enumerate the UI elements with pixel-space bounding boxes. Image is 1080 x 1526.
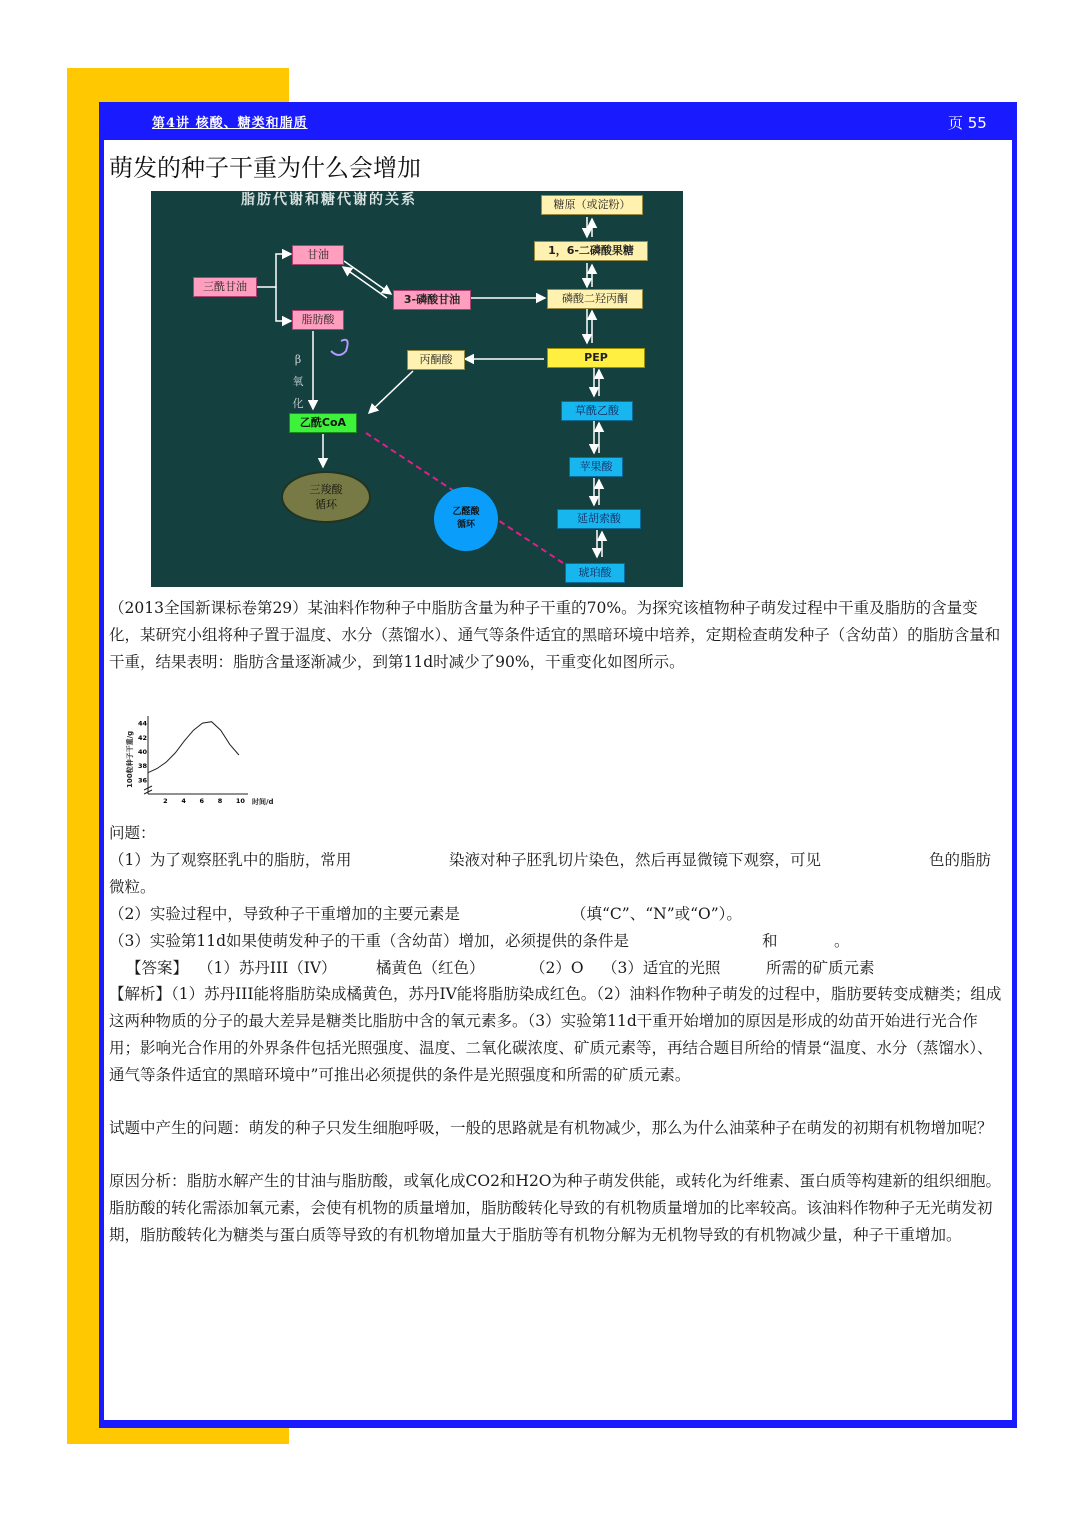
chart-ytick-2: 40 [138,747,148,756]
diagram-heading: 脂肪代谢和糖代谢的关系 [241,192,417,208]
node-glycogen: 糖原（或淀粉） [541,195,643,215]
node-fructose-bp: 1，6-二磷酸果糖 [534,241,648,261]
answer-1: （1）苏丹III（IV） [198,959,337,977]
page-number: 页 55 [948,114,987,132]
node-succinate: 琥珀酸 [565,563,625,583]
node-glyoxylate-label: 乙醛酸循环 [452,507,480,530]
node-fatty-acid: 脂肪酸 [292,310,344,330]
chart-ytick-3: 38 [138,762,148,771]
q1-part-a: （1）为了观察胚乳中的脂肪，常用 [109,851,352,869]
node-tca [281,471,371,523]
q1-part-d: 微粒。 [109,878,156,896]
node-pep: PEP [547,348,645,368]
answer-2: 橘黄色（红色） [376,959,485,977]
chart-yticks [138,720,148,785]
node-oxaloacetate: 草酰乙酸 [561,401,633,421]
answer-label: 【答案】 [126,959,189,977]
node-tca-label: 三羧酸循环 [309,483,343,511]
chart-ytick-1: 42 [138,733,148,742]
chart-series-line [148,722,239,773]
answer-4: （3）适宜的光照 [602,959,721,977]
q3-part-c: 。 [834,932,850,950]
node-triglyceride: 三酰甘油 [193,277,257,297]
q2-part-b: （填“C”、“N”或“O”）。 [571,905,742,923]
question-intro: （2013全国新课标卷第29）某油料作物种子中脂肪含量为种子干重的70%。为探究该植物种子萌发过程中干重及脂肪的含量变化，某研究小组将种子置于温度、水分（蒸馏水）、通气等条件适宜的黑暗环境中培养，定期检查萌发种子（含幼苗）的脂肪含量和干重，结果表明：脂肪含量逐渐减少，到第11d时减少了90%，干重变化如图所示。 [109,599,1001,671]
node-pyruvate: 丙酮酸 [407,350,465,370]
node-malate: 苹果酸 [569,457,623,477]
chart-xtick-3: 8 [217,797,223,805]
node-acetyl-coa: 乙酰CoA [289,413,357,433]
q1-part-b: 染液对种子胚乳切片染色，然后再显微镜下观察，可见 [449,851,822,869]
chart-ytick-0: 44 [138,719,148,728]
chart-ytick-4: 36 [138,776,148,785]
beta-label-2: 氧 [292,375,304,388]
cause-paragraph: 原因分析：脂肪水解产生的甘油与脂肪酸，或氧化成CO2和H2O为种子萌发供能，或转化为纤维素、蛋白质等构建新的组织细胞。脂肪酸的转化需添加氧元素，会使有机物的质量增加，脂肪酸转化导致的有机物质量增加的比率较高。该油料作物种子无光萌发初期，脂肪酸转化为糖类与蛋白质等导致的有机物增加量大于脂肪等有机物分解为无机物导致的有机物减少量，种子干重增加。 [109,1172,1002,1244]
questions-heading: 问题： [109,824,156,842]
q3-part-b: 和 [762,932,778,950]
chart-ylabel: 100粒种子干重/g [126,730,134,788]
q2-part-a: （2）实验过程中，导致种子干重增加的主要元素是 [109,905,460,923]
answer-3: （2）O [530,959,584,977]
beta-oxidation-label [291,349,305,415]
beta-label-3: 化 [292,397,304,410]
node-dhap: 磷酸二羟丙酮 [547,289,643,309]
node-glycerol: 甘油 [292,245,344,265]
q3-part-a: （3）实验第11d如果使萌发种子的干重（含幼苗）增加，必须提供的条件是 [109,932,630,950]
dry-weight-chart [120,710,280,810]
metabolism-diagram [151,191,683,587]
chart-xtick-4: 10 [235,797,245,805]
chart-xticks [163,797,245,805]
question-paragraph: 试题中产生的问题：萌发的种子只发生细胞呼吸，一般的思路就是有机物减少，那么为什么油菜种子在萌发的初期有机物增加呢？ [109,1119,993,1137]
chart-xtick-0: 2 [163,797,168,805]
answer-5: 所需的矿质元素 [766,959,875,977]
page-title: 萌发的种子干重为什么会增加 [109,154,421,182]
chart-xtick-2: 6 [199,797,205,805]
node-fumarate: 延胡索酸 [557,509,641,529]
q1-part-c: 色的脂肪 [929,851,992,869]
chapter-header: 第4讲 核酸、糖类和脂质 [152,116,308,131]
node-glycerol-3p: 3-磷酸甘油 [393,290,471,310]
node-glyoxylate [434,487,498,551]
analysis-paragraph: 【解析】（1）苏丹III能将脂肪染成橘黄色，苏丹IV能将脂肪染成红色。（2）油料作物种子萌发的过程中，脂肪要转变成糖类；组成这两种物质的分子的最大差异是糖类比脂肪中含的氧元素多。（3）实验第11d干重开始增加的原因是形成的幼苗开始进行光合作用；影响光合作用的外界条件包括光照强度、温度、二氧化碳浓度、矿质元素等，再结合题目所给的情景“温度、水分（蒸馏水）、通气等条件适宜的黑暗环境中”可推出必须提供的条件是光照强度和所需的矿质元素。 [109,985,1002,1084]
chart-xtick-1: 4 [181,797,186,805]
beta-label-1: β [294,353,302,366]
chart-xlabel: 时间/d [252,798,274,806]
